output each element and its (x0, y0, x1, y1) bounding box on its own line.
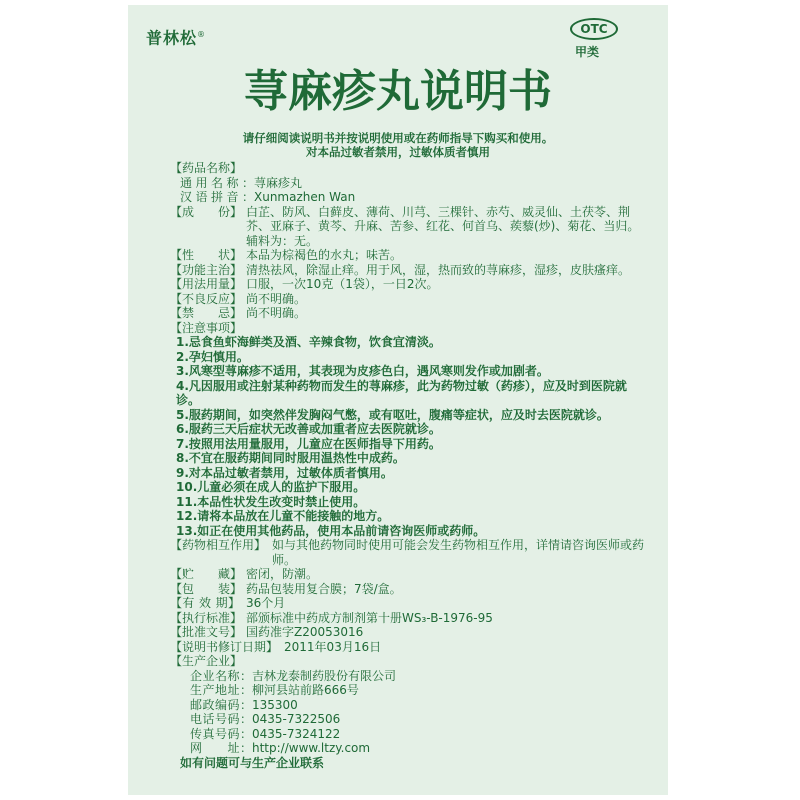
manufacturer-field (170, 698, 648, 713)
ingredients-value: 白芷、防风、白藓皮、薄荷、川芎、三棵针、赤芍、威灵仙、土茯苓、荆芥、亚麻子、黄芩、升麻、苦参、红花、何首乌、蒺藜(炒)、菊花、当归。辅料为：无。 (246, 204, 640, 248)
instruction-content (170, 161, 648, 770)
section-standard (170, 611, 648, 626)
manufacturer-field (170, 741, 648, 756)
precaution-item: 8.不宜在服药期间同时服用温热性中成药。 (176, 451, 405, 465)
storage-value: 密闭，防潮。 (246, 567, 319, 581)
dosage-label: 【用法用量】 (170, 277, 243, 291)
package-label: 【包 装】 (170, 581, 243, 596)
warning-line-1: 请仔细阅读说明书并按说明使用或在药师指导下购买和使用。 (242, 131, 554, 145)
section-ingredients (170, 205, 648, 249)
precaution-item: 11.本品性状发生改变时禁止使用。 (176, 494, 366, 509)
manufacturer-field (170, 683, 648, 698)
precaution-item: 12.请将本品放在儿童不能接触的地方。 (176, 509, 390, 523)
page-title: 荨麻疹丸说明书 (244, 66, 552, 117)
otc-category: 甲类 (575, 45, 600, 59)
approval-value: 国药准字Z20053016 (246, 625, 364, 639)
otc-badge: OTC (570, 18, 618, 40)
adverse-value: 尚不明确。 (246, 291, 307, 306)
validity-label: 【有 效 期】 (170, 596, 240, 610)
interactions-label: 【药物相互作用】 (170, 538, 267, 552)
section-validity (170, 596, 648, 611)
precaution-item: 9.对本品过敏者禁用，过敏体质者慎用。 (176, 465, 393, 480)
section-package (170, 582, 648, 597)
common-name-value: 荨麻疹丸 (254, 175, 303, 190)
dosage-value: 口服，一次10克（1袋），一日2次。 (246, 277, 439, 291)
registered-mark: ® (197, 30, 207, 39)
warning-line-2: 对本品过敏者禁用，过敏体质者慎用 (306, 145, 490, 159)
manufacturer-field-value: 135300 (252, 697, 298, 712)
precaution-item: 4.凡因服用或注射某种药物而发生的荨麻疹，此为药物过敏（药疹），应及时到医院就诊。 (176, 378, 627, 407)
manufacturer-field-value: http://www.ltzy.com (252, 741, 371, 755)
common-name-label: 通用名称： (180, 175, 254, 190)
drug-name-header: 【药品名称】 (170, 161, 243, 175)
brand-logo (146, 27, 207, 48)
precaution-item: 1.忌食鱼虾海鲜类及酒、辛辣食物，饮食宜清淡。 (176, 335, 441, 349)
interactions-value: 如与其他药物同时使用可能会发生药物相互作用，详情请咨询医师或药师。 (272, 538, 645, 567)
section-adverse (170, 292, 648, 307)
properties-value: 本品为棕褐色的水丸；味苦。 (246, 248, 403, 262)
properties-label: 【性 状】 (170, 248, 243, 262)
indications-value: 清热祛风，除湿止痒。用于风，湿，热而致的荨麻疹，湿疹，皮肤瘙痒。 (246, 262, 631, 277)
precaution-item: 6.服药三天后症状无改善或加重者应去医院就诊。 (176, 422, 441, 436)
manufacturer-field-label: 电话号码： (190, 712, 252, 726)
precaution-item: 3.风寒型荨麻疹不适用，其表现为皮疹色白，遇风寒则发作或加剧者。 (176, 364, 549, 378)
pinyin-row (170, 190, 648, 205)
precaution-item: 7.按照用法用量服用，儿童应在医师指导下用药。 (176, 436, 441, 451)
section-contraindications (170, 306, 648, 321)
adverse-label: 【不良反应】 (170, 291, 243, 306)
manufacturer-field-label: 企业名称： (190, 668, 252, 683)
approval-label: 【批准文号】 (170, 625, 243, 639)
ingredients-label: 【成 份】 (170, 204, 243, 219)
section-revised (170, 640, 648, 655)
brand-name: 普林松 (146, 28, 198, 48)
indications-label: 【功能主治】 (170, 262, 243, 277)
manufacturer-field (170, 712, 648, 727)
revised-value: 2011年03月16日 (284, 639, 382, 654)
manufacturer-field-value: 吉林龙泰制药股份有限公司 (252, 668, 397, 683)
manufacturer-field-label: 传真号码： (190, 726, 252, 741)
section-storage (170, 567, 648, 582)
manufacturer-field-value: 0435-7324122 (252, 726, 341, 741)
contraindications-label: 【禁 忌】 (170, 306, 243, 320)
section-dosage (170, 277, 648, 292)
validity-value: 36个月 (246, 596, 286, 610)
precaution-item: 10.儿童必须在成人的监护下服用。 (176, 480, 366, 494)
precaution-item: 13.如正在使用其他药品，使用本品前请咨询医师或药师。 (176, 523, 486, 538)
contraindications-value: 尚不明确。 (246, 306, 307, 320)
storage-label: 【贮 藏】 (170, 567, 243, 581)
section-approval (170, 625, 648, 640)
standard-value: 部颁标准中药成方制剂第十册WS₃-B-1976-95 (246, 610, 493, 625)
section-indications (170, 263, 648, 278)
pinyin-label: 汉语拼音： (180, 190, 254, 204)
section-drug-name (170, 161, 648, 176)
standard-label: 【执行标准】 (170, 610, 243, 625)
common-name-row (170, 176, 648, 191)
precautions-header: 【注意事项】 (170, 320, 243, 335)
pinyin-value: Xunmazhen Wan (254, 190, 356, 204)
section-manufacturer (170, 654, 648, 669)
manufacturer-field-value: 柳河县站前路666号 (252, 683, 359, 697)
precaution-item: 5.服药期间，如突然伴发胸闷气憋，或有呕吐，腹痛等症状，应及时去医院就诊。 (176, 407, 609, 422)
section-precautions (170, 321, 648, 336)
manufacturer-field-label: 生产地址： (190, 683, 252, 697)
manufacturer-field (170, 727, 648, 742)
precaution-item: 2.孕妇慎用。 (176, 349, 249, 364)
manufacturer-field (170, 669, 648, 684)
package-value: 药品包装用复合膜；7袋/盒。 (246, 581, 402, 596)
manufacturer-field-value: 0435-7322506 (252, 712, 341, 726)
instruction-sheet (128, 5, 668, 795)
revised-label: 【说明书修订日期】 (170, 639, 279, 654)
section-properties (170, 248, 648, 263)
manufacturer-field-label: 网 址： (190, 741, 252, 755)
section-interactions (170, 538, 648, 567)
manufacturer-field-label: 邮政编码： (190, 697, 252, 712)
manufacturer-header: 【生产企业】 (170, 654, 243, 668)
manufacturer-contact-note: 如有问题可与生产企业联系 (180, 755, 325, 770)
